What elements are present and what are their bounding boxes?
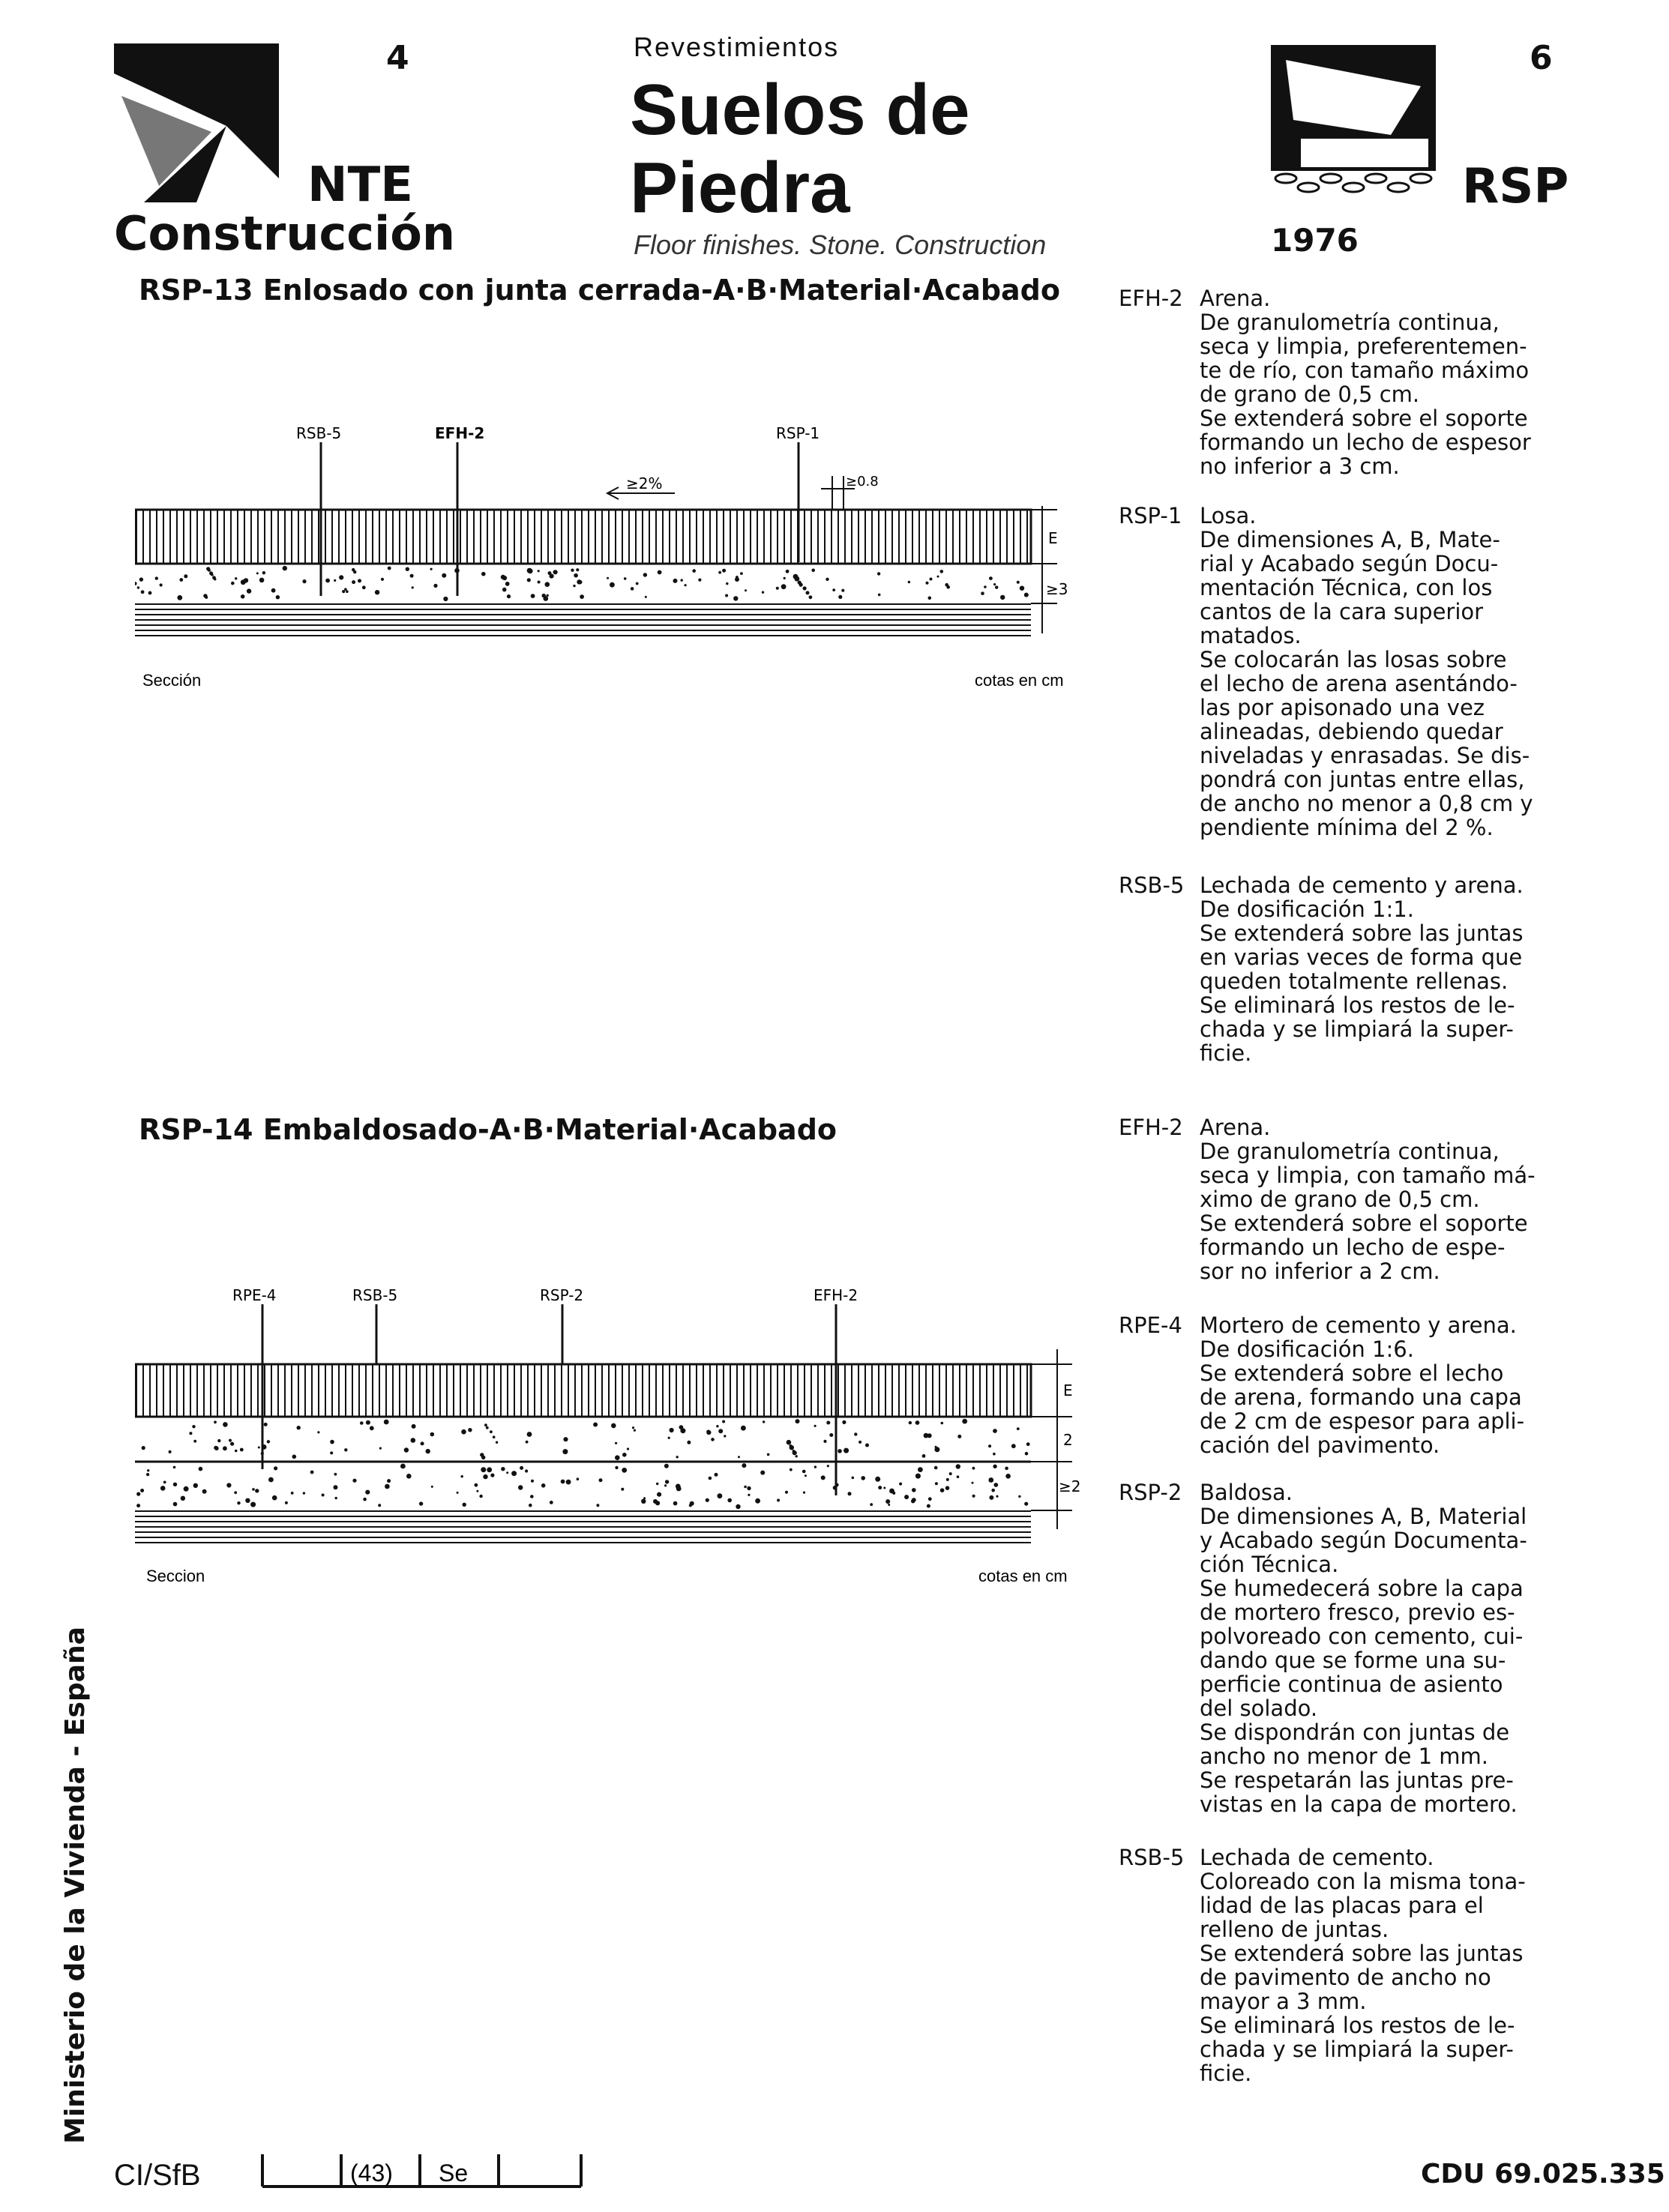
spec-code: RSB-5 <box>1119 1845 1185 1870</box>
caption-cotas: cotas en cm <box>975 671 1064 690</box>
cisfb-43: (43) <box>350 2160 393 2187</box>
slope-label: ≥2% <box>626 474 663 492</box>
spec-line: perficie continua de asiento <box>1200 1672 1503 1697</box>
spec-line: de grano de 0,5 cm. <box>1200 382 1420 407</box>
spec-line: queden totalmente rellenas. <box>1200 968 1509 994</box>
joint-label: ≥0.8 <box>846 474 879 489</box>
spec-line: relleno de juntas. <box>1200 1917 1389 1942</box>
spec-line: ción Técnica. <box>1200 1552 1339 1577</box>
floor-paving-icon <box>1271 45 1436 199</box>
cisfb-classification-box <box>259 2153 589 2190</box>
dim-ge3: ≥3 <box>1046 580 1068 598</box>
spec-line: Se extenderá sobre el soporte <box>1200 1211 1528 1236</box>
spec-line: chada y se limpiará la super- <box>1200 2037 1514 2062</box>
spec-line: las por apisonado una vez <box>1200 695 1485 720</box>
label-rpe4: RPE-4 <box>232 1286 277 1304</box>
spec-line: Se colocarán las losas sobre <box>1200 647 1507 672</box>
spec-line: alineadas, debiendo quedar <box>1200 719 1503 744</box>
spec-line: chada y se limpiará la super- <box>1200 1016 1514 1042</box>
cisfb-label: CI/SfB <box>114 2159 201 2192</box>
spec-line: De dosificación 1:1. <box>1200 896 1414 922</box>
spec-line: vistas en la capa de mortero. <box>1200 1791 1518 1817</box>
brand-nte: NTE <box>307 157 413 213</box>
spec-line: sor no inferior a 2 cm. <box>1200 1259 1440 1284</box>
spec-line: Se extenderá sobre el soporte <box>1200 406 1528 431</box>
dim-2: 2 <box>1063 1431 1073 1449</box>
spec-line: De dosificación 1:6. <box>1200 1336 1414 1362</box>
brand-construction: Construcción <box>114 206 455 261</box>
spec-line: rial y Acabado según Docu- <box>1200 551 1499 576</box>
caption-cotas: cotas en cm <box>978 1567 1068 1585</box>
section-2-diagram <box>135 1274 1087 1589</box>
spec-line: De dimensiones A, B, Material <box>1200 1504 1527 1529</box>
spec-line: Baldosa. <box>1200 1480 1293 1505</box>
spec-line: Lechada de cemento. <box>1200 1845 1434 1870</box>
dim-ge2: ≥2 <box>1059 1477 1081 1495</box>
label-efh2: EFH-2 <box>814 1286 858 1304</box>
spec-body <box>1200 1313 1569 1457</box>
spec-line: ximo de grano de 0,5 cm. <box>1200 1187 1480 1212</box>
spec-body <box>1200 504 1569 840</box>
spec-efh2-sec2 <box>1119 1115 1569 1283</box>
trowel-logo-icon <box>114 43 279 202</box>
spec-line: seca y limpia, con tamaño má- <box>1200 1163 1536 1188</box>
spec-line: de pavimento de ancho no <box>1200 1965 1491 1990</box>
spec-line: dando que se forme una su- <box>1200 1648 1506 1673</box>
spec-line: mayor a 3 mm. <box>1200 1989 1367 2014</box>
spec-line: Se extenderá sobre las juntas <box>1200 920 1524 946</box>
label-rsp2: RSP-2 <box>540 1286 584 1304</box>
spec-line: lidad de las placas para el <box>1200 1893 1484 1918</box>
spec-line: De dimensiones A, B, Mate- <box>1200 527 1500 552</box>
page-title <box>630 71 969 227</box>
spec-line: Se respetarán las juntas pre- <box>1200 1768 1514 1793</box>
label-rsp1: RSP-1 <box>776 424 820 442</box>
spec-code: RSP-2 <box>1119 1480 1182 1505</box>
dim-e: E <box>1048 529 1058 547</box>
label-rsb5: RSB-5 <box>296 424 342 442</box>
spec-rsp1 <box>1119 504 1569 840</box>
category-label: Revestimientos <box>634 31 840 62</box>
spec-line: y Acabado según Documenta- <box>1200 1528 1527 1553</box>
spec-line: seca y limpia, preferentemen- <box>1200 334 1527 359</box>
spec-line: Arena. <box>1200 286 1271 311</box>
spec-line: Se humedecerá sobre la capa <box>1200 1576 1524 1601</box>
spec-line: Coloreado con la misma tona- <box>1200 1869 1526 1894</box>
dim-e: E <box>1063 1381 1073 1399</box>
spec-line: Se eliminará los restos de le- <box>1200 2013 1515 2038</box>
spec-line: el lecho de arena asentándo- <box>1200 671 1518 696</box>
spec-rsb5-sec1 <box>1119 873 1569 1065</box>
spec-line: Mortero de cemento y arena. <box>1200 1313 1517 1338</box>
spec-line: de 2 cm de espesor para apli- <box>1200 1408 1525 1434</box>
spec-line: del solado. <box>1200 1696 1318 1721</box>
spec-line: Lechada de cemento y arena. <box>1200 873 1524 898</box>
spec-line: te de río, con tamaño máximo <box>1200 358 1530 383</box>
ministry-sidebar: Ministerio de la Vivienda - España <box>60 1627 91 2144</box>
spec-line: de mortero fresco, previo es- <box>1200 1600 1515 1625</box>
spec-code: EFH-2 <box>1119 1115 1183 1140</box>
title-line-2: Piedra <box>630 148 850 228</box>
spec-line: Se dispondrán con juntas de <box>1200 1720 1510 1745</box>
spec-line: Se extenderá sobre el lecho <box>1200 1360 1504 1386</box>
title-line-1: Suelos de <box>630 70 970 150</box>
spec-line: cantos de la cara superior <box>1200 599 1484 624</box>
spec-rpe4 <box>1119 1313 1569 1457</box>
spec-line: niveladas y enrasadas. Se dis- <box>1200 743 1530 768</box>
spec-line: matados. <box>1200 623 1302 648</box>
spec-line: Arena. <box>1200 1115 1271 1140</box>
spec-line: ficie. <box>1200 1040 1252 1066</box>
spec-line: cación del pavimento. <box>1200 1432 1440 1458</box>
spec-body <box>1200 1115 1569 1283</box>
spec-line: Se eliminará los restos de le- <box>1200 992 1515 1018</box>
spec-code: RSP-1 <box>1119 503 1182 528</box>
spec-line: mentación Técnica, con los <box>1200 575 1493 600</box>
spec-code: RSB-5 <box>1119 873 1185 898</box>
spec-line: pondrá con juntas entre ellas, <box>1200 767 1525 792</box>
spec-line: en varias veces de forma que <box>1200 944 1523 970</box>
label-rsb5: RSB-5 <box>352 1286 398 1304</box>
cisfb-se: Se <box>439 2160 469 2187</box>
section-1-title: RSP-13 Enlosado con junta cerrada-A·B·Material·Acabado <box>139 274 1060 307</box>
spec-line: pendiente mínima del 2 %. <box>1200 815 1494 840</box>
spec-body <box>1200 286 1569 478</box>
page-subtitle: Floor finishes. Stone. Construction <box>634 229 1047 260</box>
spec-line: polvoreado con cemento, cui- <box>1200 1624 1524 1649</box>
spec-line: ancho no menor de 1 mm. <box>1200 1744 1488 1769</box>
spec-body <box>1200 1480 1569 1816</box>
spec-body <box>1200 873 1569 1065</box>
spec-efh2-sec1 <box>1119 286 1569 478</box>
spec-code: EFH-2 <box>1119 286 1183 311</box>
spec-line: ficie. <box>1200 2061 1252 2086</box>
spec-line: no inferior a 3 cm. <box>1200 453 1400 479</box>
section-2-title: RSP-14 Embaldosado-A·B·Material·Acabado <box>139 1113 837 1146</box>
caption-seccion: Seccion <box>146 1567 205 1585</box>
label-efh2: EFH-2 <box>435 424 485 442</box>
spec-code: RPE-4 <box>1119 1313 1182 1338</box>
spec-line: Se extenderá sobre las juntas <box>1200 1941 1524 1966</box>
spec-line: De granulometría continua, <box>1200 1139 1500 1164</box>
spec-line: De granulometría continua, <box>1200 310 1500 335</box>
spec-line: de ancho no menor a 0,8 cm y <box>1200 791 1533 816</box>
spec-line: Losa. <box>1200 503 1257 528</box>
publication-year: 1976 <box>1271 222 1359 259</box>
spec-body <box>1200 1845 1569 2085</box>
document-code: RSP <box>1462 159 1569 214</box>
section-1-diagram <box>135 412 1087 697</box>
spec-line: formando un lecho de espesor <box>1200 430 1531 455</box>
page-number-left: 4 <box>386 39 409 77</box>
spec-rsp2 <box>1119 1480 1569 1816</box>
caption-seccion: Sección <box>142 671 202 690</box>
cdu-code: CDU 69.025.335 <box>1421 2159 1665 2190</box>
spec-line: de arena, formando una capa <box>1200 1384 1522 1410</box>
page-number-right: 6 <box>1530 39 1553 77</box>
spec-rsb5-sec2 <box>1119 1845 1569 2085</box>
spec-line: formando un lecho de espe- <box>1200 1235 1506 1260</box>
